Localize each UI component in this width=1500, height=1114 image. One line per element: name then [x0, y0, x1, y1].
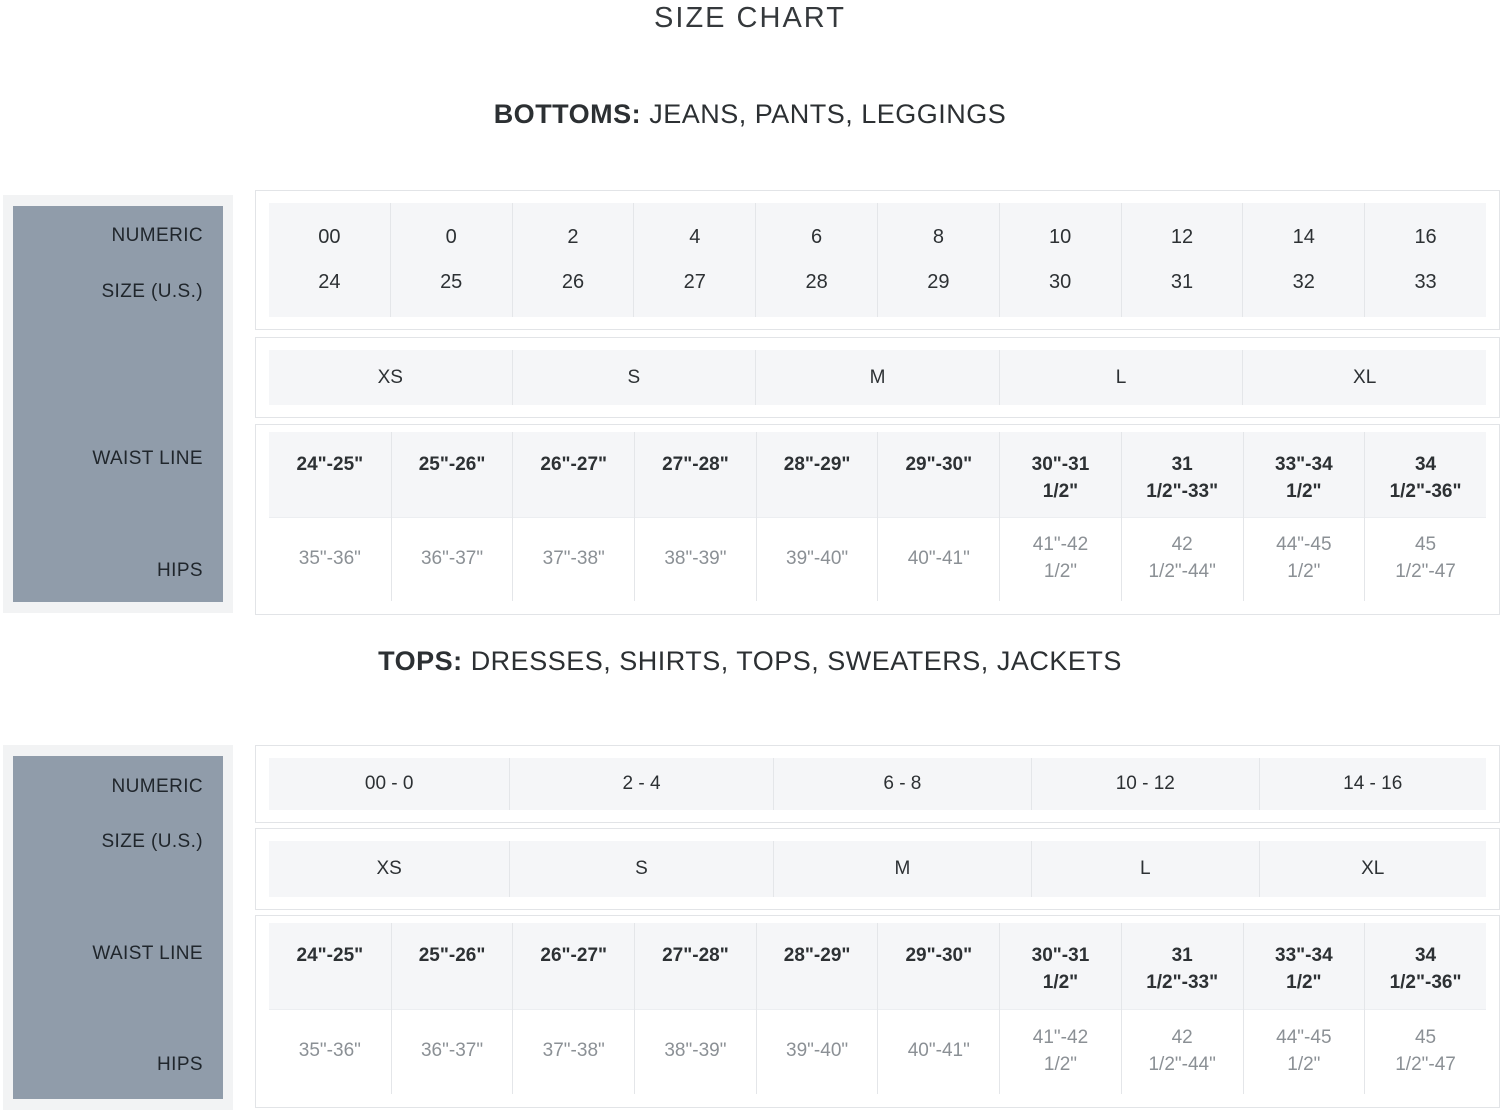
bottoms-heading-items: JEANS, PANTS, LEGGINGS [649, 99, 1007, 129]
hips-value: 45 1/2"-47 [1365, 517, 1486, 602]
bottoms-numeric-size-row [269, 203, 1486, 317]
numeric-size-cell [1121, 203, 1243, 317]
measurement-column [1243, 923, 1365, 1094]
numeric-size-range-cell: 00 - 0 [269, 758, 509, 810]
waist-line-value: 34 1/2"-36" [1365, 923, 1486, 1009]
hips-value: 41"-42 1/2" [1000, 1009, 1121, 1095]
bottoms-letter-size-block [255, 337, 1500, 418]
hips-value: 37"-38" [513, 1009, 634, 1095]
letter-size-cell: M [773, 841, 1031, 897]
measurement-column [1243, 432, 1365, 601]
numeric-size-cell [512, 203, 634, 317]
row-label-size-us: SIZE (U.S.) [101, 281, 203, 302]
tops-row-labels-box [13, 756, 223, 1099]
numeric-size-value: 0 [445, 226, 457, 248]
numeric-waist-number: 25 [440, 271, 463, 293]
tops-numeric-size-block [255, 745, 1500, 823]
numeric-size-range-cell: 10 - 12 [1031, 758, 1258, 810]
waist-line-value: 29"-30" [878, 923, 999, 1009]
numeric-waist-number: 32 [1292, 271, 1315, 293]
measurement-column [634, 923, 756, 1094]
row-label-hips: HIPS [157, 560, 203, 581]
hips-value: 38"-39" [635, 517, 756, 602]
measurement-column [999, 923, 1121, 1094]
waist-line-value: 26"-27" [513, 923, 634, 1009]
measurement-column [1364, 432, 1486, 601]
numeric-size-cell [755, 203, 877, 317]
waist-line-value: 34 1/2"-36" [1365, 432, 1486, 517]
numeric-size-cell [1242, 203, 1364, 317]
letter-size-cell: S [512, 350, 756, 405]
letter-size-cell: M [755, 350, 999, 405]
measurement-column [1121, 432, 1243, 601]
letter-size-cell: XS [269, 350, 512, 405]
row-label-numeric: NUMERIC [111, 776, 203, 797]
bottoms-heading-category: BOTTOMS: [493, 99, 642, 129]
numeric-size-value: 6 [811, 226, 823, 248]
measurement-column [877, 432, 999, 601]
measurement-column [391, 432, 513, 601]
bottoms-row-labels-box [13, 206, 223, 602]
hips-value: 39"-40" [757, 1009, 878, 1095]
measurement-column [634, 432, 756, 601]
tops-letter-size-row [269, 841, 1486, 897]
waist-line-value: 28"-29" [757, 923, 878, 1009]
hips-value: 45 1/2"-47 [1365, 1009, 1486, 1095]
bottoms-measurements-grid [269, 432, 1486, 601]
waist-line-value: 25"-26" [392, 432, 513, 517]
row-label-waist-line: WAIST LINE [92, 943, 203, 964]
measurement-column [391, 923, 513, 1094]
hips-value: 40"-41" [878, 517, 999, 602]
hips-value: 42 1/2"-44" [1122, 517, 1243, 602]
numeric-size-cell [390, 203, 512, 317]
hips-value: 39"-40" [757, 517, 878, 602]
measurement-column [512, 923, 634, 1094]
numeric-size-cell [1364, 203, 1486, 317]
waist-line-value: 24"-25" [269, 923, 391, 1009]
numeric-size-value: 00 [318, 226, 341, 248]
bottoms-measurements-block [255, 424, 1500, 615]
hips-value: 36"-37" [392, 517, 513, 602]
tops-measurements-block [255, 915, 1500, 1108]
hips-value: 35"-36" [269, 1009, 391, 1095]
numeric-size-range-cell: 14 - 16 [1259, 758, 1486, 810]
waist-line-value: 24"-25" [269, 432, 391, 517]
measurement-column [877, 923, 999, 1094]
numeric-size-value: 2 [567, 226, 579, 248]
measurement-column [756, 432, 878, 601]
measurement-column [269, 432, 391, 601]
letter-size-cell: L [999, 350, 1243, 405]
numeric-size-cell [877, 203, 999, 317]
tops-measurements-grid [269, 923, 1486, 1094]
tops-heading-items: DRESSES, SHIRTS, TOPS, SWEATERS, JACKETS [470, 646, 1122, 676]
waist-line-value: 25"-26" [392, 923, 513, 1009]
row-label-size-us: SIZE (U.S.) [101, 831, 203, 852]
waist-line-value: 33"-34 1/2" [1244, 923, 1365, 1009]
hips-value: 36"-37" [392, 1009, 513, 1095]
tops-row-labels-panel [3, 745, 233, 1110]
waist-line-value: 27"-28" [635, 923, 756, 1009]
bottoms-row-labels-panel [3, 195, 233, 613]
hips-value: 41"-42 1/2" [1000, 517, 1121, 602]
hips-value: 42 1/2"-44" [1122, 1009, 1243, 1095]
numeric-waist-number: 27 [683, 271, 706, 293]
numeric-size-cell [269, 203, 390, 317]
measurement-column [269, 923, 391, 1094]
numeric-size-value: 14 [1292, 226, 1315, 248]
measurement-column [999, 432, 1121, 601]
row-label-hips: HIPS [157, 1054, 203, 1075]
waist-line-value: 33"-34 1/2" [1244, 432, 1365, 517]
measurement-column [512, 432, 634, 601]
letter-size-cell: XL [1242, 350, 1486, 405]
waist-line-value: 30"-31 1/2" [1000, 923, 1121, 1009]
numeric-size-cell [999, 203, 1121, 317]
bottoms-letter-size-row [269, 350, 1486, 405]
tops-numeric-size-row [269, 758, 1486, 810]
hips-value: 44"-45 1/2" [1244, 517, 1365, 602]
hips-value: 40"-41" [878, 1009, 999, 1095]
numeric-size-range-cell: 6 - 8 [773, 758, 1031, 810]
row-label-numeric: NUMERIC [111, 225, 203, 246]
tops-letter-size-block [255, 828, 1500, 910]
measurement-column [756, 923, 878, 1094]
tops-section-heading [0, 646, 1500, 677]
measurement-column [1121, 923, 1243, 1094]
tops-heading-category: TOPS: [378, 646, 463, 676]
waist-line-value: 31 1/2"-33" [1122, 432, 1243, 517]
hips-value: 38"-39" [635, 1009, 756, 1095]
numeric-size-value: 8 [932, 226, 944, 248]
bottoms-numeric-size-block [255, 190, 1500, 330]
numeric-waist-number: 28 [805, 271, 828, 293]
numeric-size-value: 12 [1170, 226, 1194, 248]
numeric-size-value: 16 [1414, 226, 1437, 248]
waist-line-value: 28"-29" [757, 432, 878, 517]
waist-line-value: 27"-28" [635, 432, 756, 517]
waist-line-value: 26"-27" [513, 432, 634, 517]
waist-line-value: 30"-31 1/2" [1000, 432, 1121, 517]
letter-size-cell: S [509, 841, 772, 897]
bottoms-section-heading [0, 99, 1500, 130]
numeric-size-value: 4 [689, 226, 701, 248]
numeric-size-range-cell: 2 - 4 [509, 758, 772, 810]
hips-value: 37"-38" [513, 517, 634, 602]
page-title: SIZE CHART [654, 2, 846, 34]
letter-size-cell: XS [269, 841, 509, 897]
measurement-column [1364, 923, 1486, 1094]
numeric-size-value: 10 [1049, 226, 1072, 248]
waist-line-value: 31 1/2"-33" [1122, 923, 1243, 1009]
hips-value: 35"-36" [269, 517, 391, 602]
letter-size-cell: XL [1259, 841, 1486, 897]
waist-line-value: 29"-30" [878, 432, 999, 517]
numeric-size-cell [633, 203, 755, 317]
numeric-waist-number: 33 [1414, 271, 1437, 293]
hips-value: 44"-45 1/2" [1244, 1009, 1365, 1095]
numeric-waist-number: 26 [561, 271, 585, 293]
numeric-waist-number: 30 [1049, 271, 1072, 293]
row-label-waist-line: WAIST LINE [92, 448, 203, 469]
letter-size-cell: L [1031, 841, 1258, 897]
numeric-waist-number: 24 [318, 271, 341, 293]
numeric-waist-number: 31 [1170, 271, 1194, 293]
numeric-waist-number: 29 [927, 271, 950, 293]
